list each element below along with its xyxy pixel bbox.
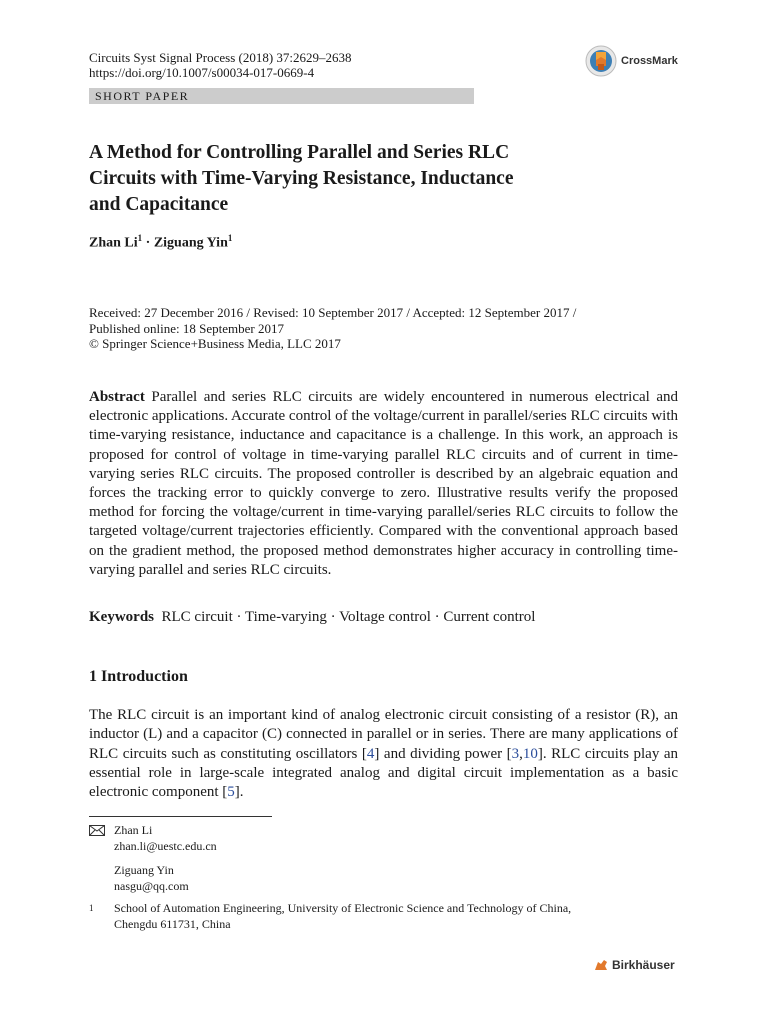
abstract-text: Parallel and series RLC circuits are widely encountered in numerous electrical and electronic applications. Accurate control of the voltage/current in parallel/series RLC circuits with time-varying resistance, inductance and capacitance is a challenge. In this work, an approach is proposed for control of voltage in time-varying parallel RLC circuits and of current in time-varying series RLC circuits. The proposed controller is described by an algebraic equation and forces the tracking error to quickly converge to zero. Illustrative results verify the proposed method for forcing the voltage/current in time-varying parallel/series RLC circuits to follow the targeted voltage/current trajectories efficiently. Compared with the conventional approach based on the gradient method, the proposed method demonstrates higher accuracy in controlling time-varying parallel and series RLC circuits. xyxy=(89,389,679,578)
affiliation-line: Chengdu 611731, China xyxy=(114,917,231,931)
intro-text-part: ]. RLC circuits play an essential role in large-scale integrated analog and digital circuit implementation as a basic electronic component [ xyxy=(89,745,678,801)
abstract xyxy=(89,388,678,580)
intro-text-part: ] and dividing power [ xyxy=(374,745,512,762)
author-name[interactable]: Ziguang Yin xyxy=(153,235,228,251)
footnote-rule xyxy=(89,816,272,817)
author-list xyxy=(89,233,232,252)
abstract-label: Abstract xyxy=(89,389,145,405)
author-affil-sup: 1 xyxy=(137,233,143,243)
contact-email[interactable]: zhan.li@uestc.edu.cn xyxy=(114,839,217,853)
publisher-horse-icon xyxy=(593,958,609,972)
author-separator: · xyxy=(142,235,154,251)
citation-link[interactable]: 3 xyxy=(511,745,520,762)
citation-link[interactable]: 10 xyxy=(522,745,538,762)
intro-text-part: The RLC circuit is an important kind of analog electronic circuit consisting of a resistor (R), an inductor (L) and a capacitor (C) connected in parallel or in series. There are many applications of RLC circuits such as constituting oscillators [ xyxy=(89,707,678,762)
keywords-label: Keywords xyxy=(89,609,154,625)
paper-title xyxy=(89,140,649,218)
keywords-text: RLC circuit · Time-varying · Voltage control · Current control xyxy=(161,609,536,625)
crossmark-badge[interactable] xyxy=(585,44,685,78)
crossmark-label: CrossMark xyxy=(621,55,678,67)
contact-name: Ziguang Yin xyxy=(114,863,174,877)
crossmark-icon xyxy=(585,45,617,77)
envelope-icon xyxy=(89,825,105,836)
doi-link[interactable]: https://doi.org/10.1007/s00034-017-0669-4 xyxy=(89,65,315,80)
affiliation xyxy=(89,900,674,932)
intro-text-part: ]. xyxy=(234,784,244,801)
affiliation-line: School of Automation Engineering, University of Electronic Science and Technology of China, xyxy=(114,901,572,915)
contact-name: Zhan Li xyxy=(114,823,153,837)
publication-history xyxy=(89,305,576,352)
history-line: Received: 27 December 2016 / Revised: 10 September 2017 / Accepted: 12 September 2017 / xyxy=(89,305,577,320)
copyright-line: © Springer Science+Business Media, LLC 2017 xyxy=(89,336,341,351)
journal-citation xyxy=(89,50,352,80)
keywords xyxy=(89,609,535,626)
history-line: Published online: 18 September 2017 xyxy=(89,320,284,336)
publisher-logo xyxy=(593,958,675,972)
publisher-name: Birkhäuser xyxy=(612,958,675,972)
corresponding-contact xyxy=(89,822,217,894)
title-line: Circuits with Time-Varying Resistance, Inductance xyxy=(89,168,514,189)
title-line: A Method for Controlling Parallel and Series RLC xyxy=(89,142,510,163)
citation-link[interactable]: 5 xyxy=(227,784,235,801)
title-line: and Capacitance xyxy=(89,194,229,215)
section-heading: 1 Introduction xyxy=(89,668,188,685)
affiliation-number: 1 xyxy=(89,903,94,913)
journal-line: Circuits Syst Signal Process (2018) 37:2629–2638 xyxy=(89,50,352,65)
contact-email[interactable]: nasgu@qq.com xyxy=(114,879,189,893)
author-affil-sup: 1 xyxy=(227,233,233,243)
intro-paragraph xyxy=(89,706,678,802)
intro-text-part: , xyxy=(519,745,523,762)
article-type: SHORT PAPER xyxy=(95,89,190,103)
citation-link[interactable]: 4 xyxy=(366,745,375,762)
author-name[interactable]: Zhan Li xyxy=(89,235,138,251)
